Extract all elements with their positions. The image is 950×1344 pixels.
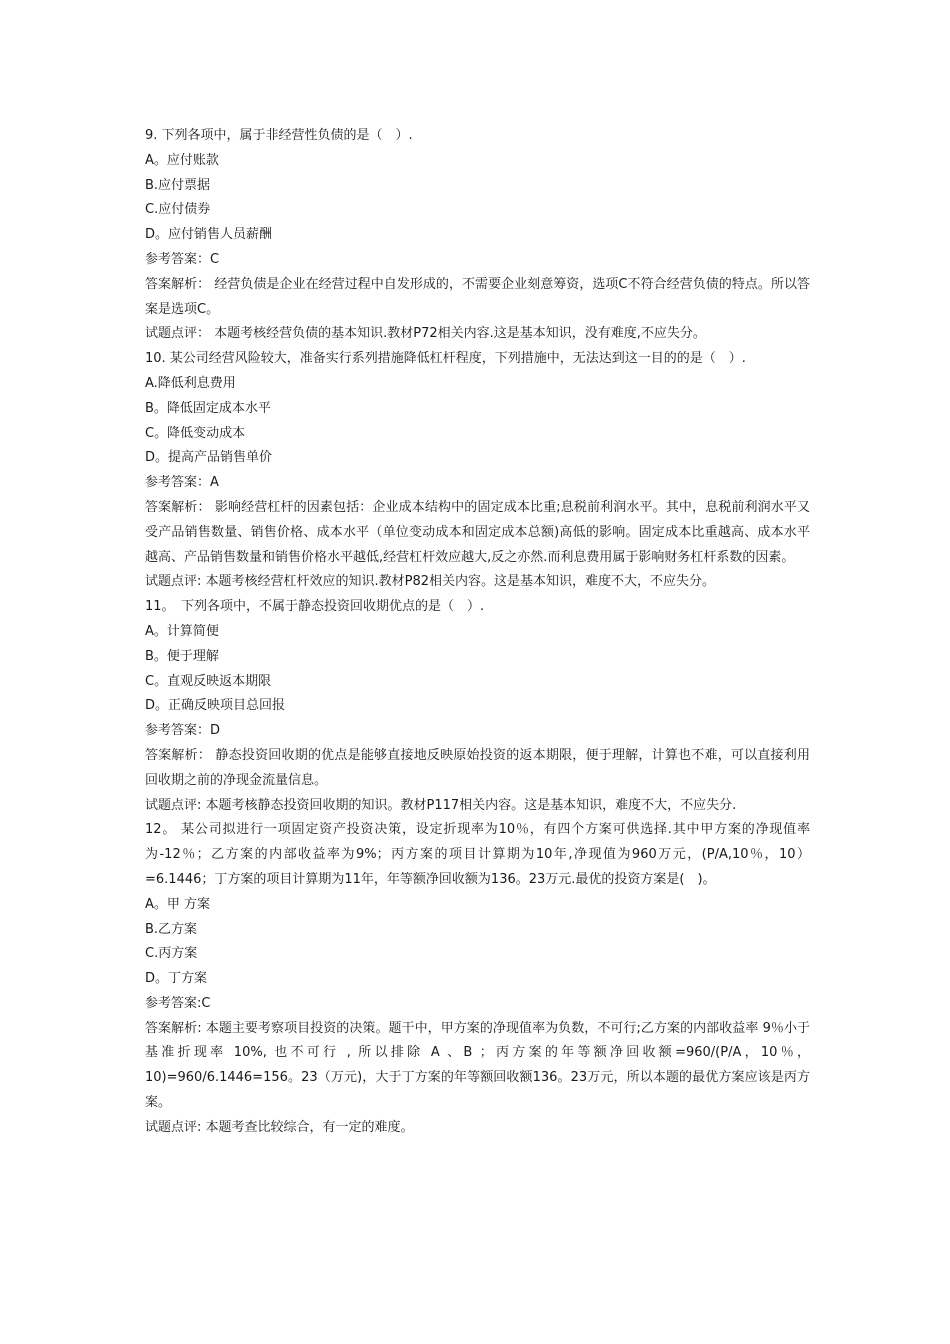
question-12-option-d: D。丁方案 [145, 971, 208, 987]
question-9-option-c: C.应付债券 [145, 202, 211, 218]
question-12-stem: 12。 某公司拟进行一项固定资产投资决策，设定折现率为10％，有四个方案可供选择.其中甲方案的净现值率为-12％；乙方案的内部收益率为9%；丙方案的项目计算期为10年,净现值为960万元，(P/A,10％，10）=6.1446；丁方案的项目计算期为11年，年等额净回收额为136。23万元.最优的投资方案是( )。 [145, 822, 810, 887]
question-9-answer: 参考答案：C [145, 251, 220, 267]
question-11-option-a: A。计算简便 [145, 623, 219, 639]
question-11-answer: 参考答案：D [145, 723, 221, 739]
question-10-option-b: B。降低固定成本水平 [145, 400, 271, 416]
question-9-option-b: B.应付票据 [145, 177, 211, 193]
question-9-option-a: A。应付账款 [145, 152, 219, 168]
question-11-stem: 11。 下列各项中，不属于静态投资回收期优点的是（ ）. [145, 599, 485, 615]
question-11-option-d: D。正确反映项目总回报 [145, 698, 286, 714]
question-9-comment: 试题点评： 本题考核经营负债的基本知识.教材P72相关内容.这是基本知识，没有难度,不应失分。 [145, 326, 706, 342]
question-10-answer: 参考答案：A [145, 475, 219, 491]
question-12-option-c: C.丙方案 [145, 946, 198, 962]
question-10-option-a: A.降低利息费用 [145, 375, 236, 391]
question-11-analysis: 答案解析： 静态投资回收期的优点是能够直接地反映原始投资的返本期限，便于理解，计算也不难，可以直接利用回收期之前的净现金流量信息。 [145, 747, 810, 788]
question-10-option-d: D。提高产品销售单价 [145, 450, 273, 466]
question-11-option-b: B。便于理解 [145, 648, 219, 664]
question-10-analysis: 答案解析： 影响经营杠杆的因素包括：企业成本结构中的固定成本比重;息税前利润水平。其中，息税前利润水平又受产品销售数量、销售价格、成本水平（单位变动成本和固定成本总额)高低的影响。固定成本比重越高、成本水平越高、产品销售数量和销售价格水平越低,经营杠杆效应越大,反之亦然.而利息费用属于影响财务杠杆系数的因素。 [145, 499, 810, 565]
question-10-option-c: C。降低变动成本 [145, 425, 246, 441]
question-9-option-d: D。应付销售人员薪酬 [145, 227, 273, 243]
question-11-comment: 试题点评: 本题考核静态投资回收期的知识。教材P117相关内容。这是基本知识，难度不大，不应失分. [145, 797, 737, 813]
question-9-stem: 9. 下列各项中，属于非经营性负债的是（ ）. [145, 128, 413, 143]
question-12-option-b: B.乙方案 [145, 921, 198, 937]
question-9-analysis: 答案解析： 经营负债是企业在经营过程中自发形成的，不需要企业刻意筹资，选项C不符合经营负债的特点。所以答案是选项C。 [145, 276, 810, 317]
question-12-answer: 参考答案:C [145, 995, 211, 1011]
question-12-option-a: A。甲 方案 [145, 896, 211, 912]
question-10-comment: 试题点评: 本题考核经营杠杆效应的知识.教材P82相关内容。这是基本知识，难度不大，不应失分。 [145, 574, 716, 590]
question-12-analysis: 答案解析: 本题主要考察项目投资的决策。题干中，甲方案的净现值率为负数，不可行;乙方案的内部收益率 9％小于基准折现率 10%, 也不可行 , 所以排除 A 、B ；丙方案的年等额净回收额=960/(P/A，10％，10)=960/6.1446=156。23（万元)，大于丁方案的年等额回收额136。23万元，所以本题的最优方案应该是丙方案。 [145, 1020, 810, 1111]
question-12-comment: 试题点评: 本题考查比较综合，有一定的难度。 [145, 1119, 414, 1135]
document-page [145, 124, 810, 1141]
question-10-stem: 10. 某公司经营风险较大，准备实行系列措施降低杠杆程度，下列措施中，无法达到这一目的的是（ ）. [145, 351, 746, 367]
question-11-option-c: C。直观反映返本期限 [145, 673, 272, 689]
